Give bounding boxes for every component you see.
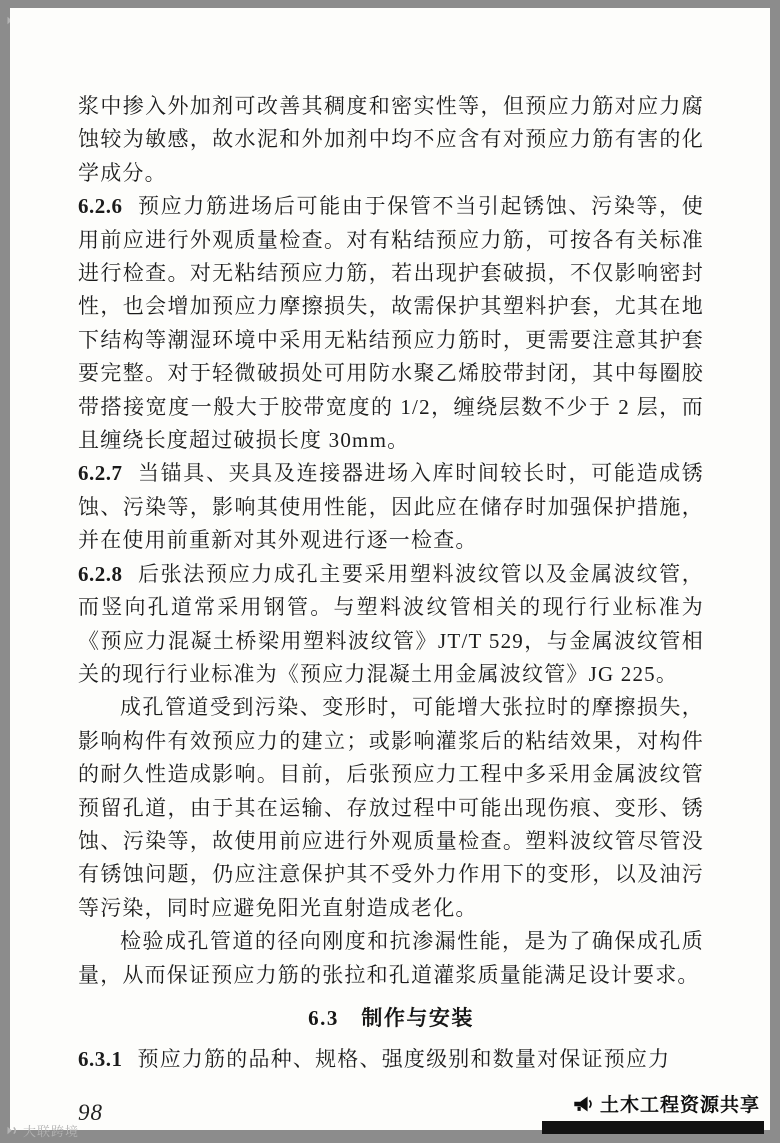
page-content bbox=[78, 90, 704, 1126]
page-number: 98 bbox=[78, 1100, 103, 1126]
clause-6-3-1 bbox=[78, 1043, 704, 1076]
document-page bbox=[10, 8, 770, 1130]
share-watermark-bar bbox=[542, 1121, 764, 1134]
clause-6-2-7 bbox=[78, 457, 704, 557]
clause-number: 6.2.7 bbox=[78, 461, 123, 486]
clause-number: 6.3.1 bbox=[78, 1046, 123, 1071]
megaphone-icon bbox=[572, 1093, 594, 1115]
clause-text: 当锚具、夹具及连接器进场入库时间较长时，可能造成锈蚀、污染等，影响其使用性能，因此应在储存时加强保护措施，并在使用前重新对其外观进行逐一检查。 bbox=[78, 461, 704, 553]
clause-number: 6.2.8 bbox=[78, 561, 123, 586]
clause-text: 预应力筋的品种、规格、强度级别和数量对保证预应力 bbox=[137, 1046, 671, 1071]
paragraph-continuation: 浆中掺入外加剂可改善其稠度和密实性等，但预应力筋对应力腐蚀较为敏感，故水泥和外加剂中均不应含有对预应力筋有害的化学成分。 bbox=[78, 94, 704, 185]
share-watermark bbox=[572, 1090, 760, 1117]
clause-text: 预应力筋进场后可能由于保管不当引起锈蚀、污染等，使用前应进行外观质量检查。对有粘结预应力筋，可按各有关标准进行检查。对无粘结预应力筋，若出现护套破损，不仅影响密封性，也会增加预应力摩擦损失，故需保护其塑料护套，尤其在地下结构等潮湿环境中采用无粘结预应力筋时，更需要注意其护套要完整。对于轻微破损处可用防水聚乙烯胶带封闭，其中每圈胶带搭接宽度一般大于胶带宽度的 1/2，缠绕层数不少于 2 层，而且缠绕长度超过破损长度 30mm。 bbox=[78, 194, 704, 453]
clause-6-2-6 bbox=[78, 190, 704, 457]
corner-watermark-bottom-left bbox=[5, 1121, 79, 1140]
corner-watermark-label: 大联跨境 bbox=[23, 1124, 80, 1139]
share-watermark-label: 土木工程资源共享 bbox=[599, 1095, 760, 1116]
paragraph-indented: 检验成孔管道的径向刚度和抗渗漏性能，是为了确保成孔质量，从而保证预应力筋的张拉和孔道灌浆质量能满足设计要求。 bbox=[78, 929, 704, 987]
clause-6-2-8 bbox=[78, 558, 704, 692]
clause-text: 后张法预应力成孔主要采用塑料波纹管以及金属波纹管，而竖向孔道常采用钢管。与塑料波纹管相关的现行行业标准为《预应力混凝土桥梁用塑料波纹管》JT/T 529，与金属波纹管相关的现行行业标准为《预应力混凝土用金属波纹管》JG 225。 bbox=[78, 561, 704, 686]
clause-number: 6.2.6 bbox=[78, 194, 123, 219]
paragraph-indented: 成孔管道受到污染、变形时，可能增大张拉时的摩擦损失，影响构件有效预应力的建立；或影响灌浆后的粘结效果，对构件的耐久性造成影响。目前，后张预应力工程中多采用金属波纹管预留孔道，由于其在运输、存放过程中可能出现伤痕、变形、锈蚀、污染等，故使用前应进行外观质量检查。塑料波纹管尽管没有锈蚀问题，仍应注意保护其不受外力作用下的变形，以及油污等污染，同时应避免阳光直射造成老化。 bbox=[78, 695, 704, 920]
logo-icon bbox=[5, 1123, 20, 1138]
section-heading-6-3: 6.3 制作与安装 bbox=[308, 1005, 474, 1030]
